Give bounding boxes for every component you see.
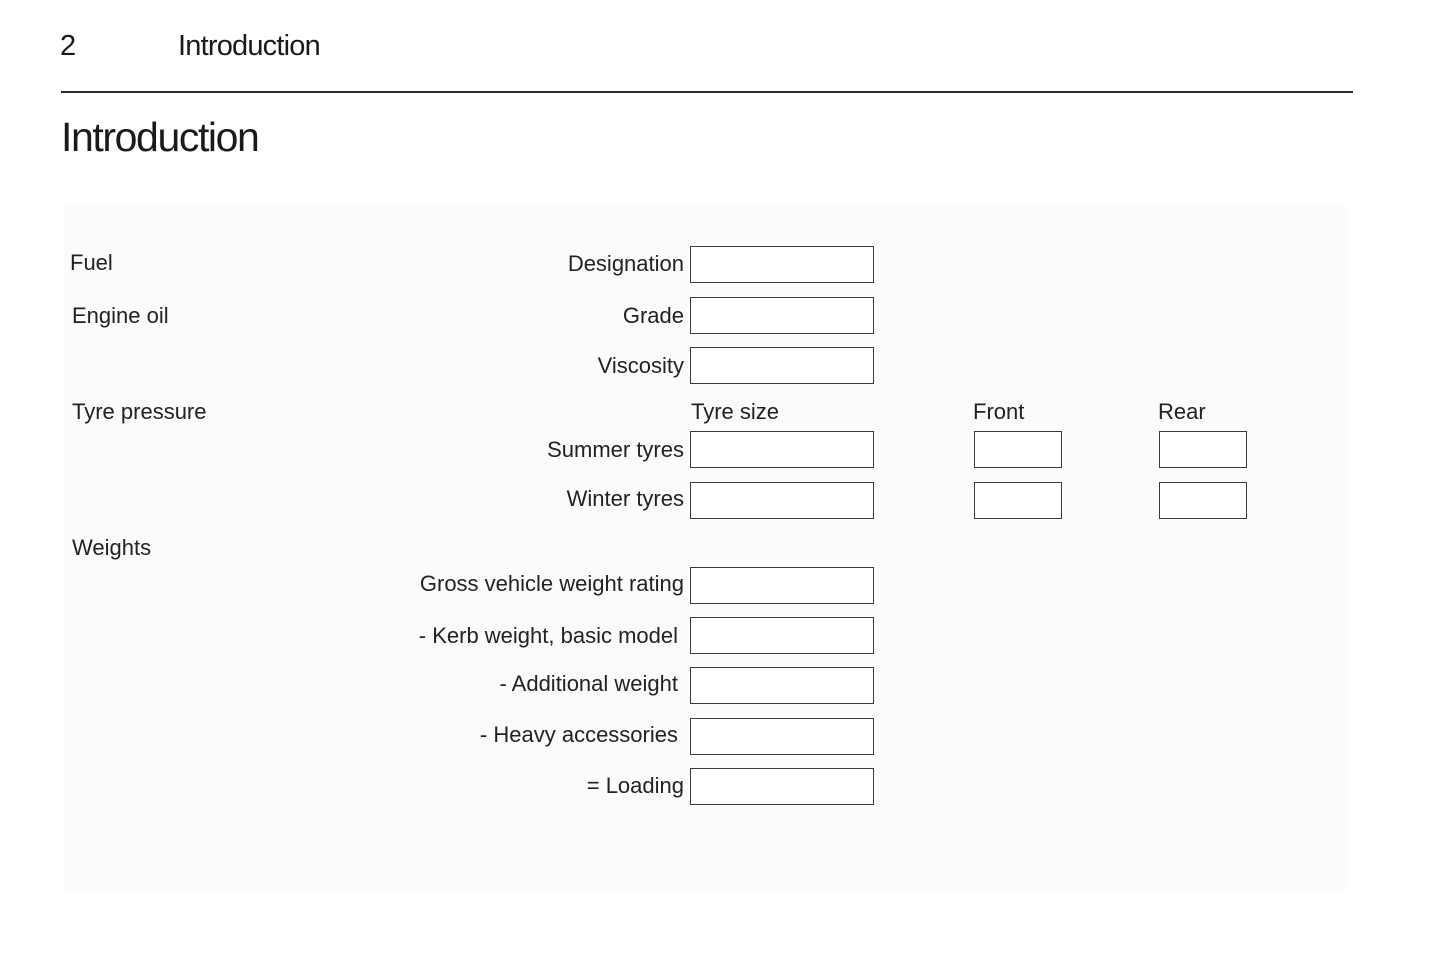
group-label-weights: Weights	[72, 535, 152, 560]
heavy-accessories-field[interactable]	[690, 718, 874, 755]
viscosity-field[interactable]	[690, 347, 874, 384]
tyre-size-column-header: Tyre size	[691, 399, 780, 424]
loading-label: = Loading	[586, 773, 684, 798]
section-title: Introduction	[61, 114, 259, 160]
summer-front-pressure-field[interactable]	[974, 431, 1062, 468]
designation-field[interactable]	[690, 246, 874, 283]
designation-label: Designation	[567, 251, 684, 276]
loading-field[interactable]	[690, 768, 874, 805]
summer-tyre-size-field[interactable]	[690, 431, 874, 468]
grade-label: Grade	[622, 303, 684, 328]
summer-tyres-label: Summer tyres	[547, 437, 684, 462]
kerb-weight-field[interactable]	[690, 617, 874, 654]
winter-tyres-label: Winter tyres	[566, 486, 684, 511]
group-label-fuel: Fuel	[70, 250, 113, 275]
summer-rear-pressure-field[interactable]	[1159, 431, 1247, 468]
grade-field[interactable]	[690, 297, 874, 334]
group-label-tyre-pressure: Tyre pressure	[72, 399, 207, 424]
winter-rear-pressure-field[interactable]	[1159, 482, 1247, 519]
additional-weight-field[interactable]	[690, 667, 874, 704]
kerb-weight-label: - Kerb weight, basic model	[418, 623, 678, 648]
winter-front-pressure-field[interactable]	[974, 482, 1062, 519]
gross-vehicle-weight-rating-label: Gross vehicle weight rating	[419, 571, 684, 596]
additional-weight-label: - Additional weight	[499, 671, 678, 696]
page-number: 2	[60, 30, 76, 62]
header-rule	[61, 91, 1353, 93]
front-column-header: Front	[973, 399, 1025, 424]
viscosity-label: Viscosity	[597, 353, 684, 378]
running-head: Introduction	[178, 30, 320, 62]
group-label-engine-oil: Engine oil	[72, 303, 169, 328]
rear-column-header: Rear	[1158, 399, 1206, 424]
winter-tyre-size-field[interactable]	[690, 482, 874, 519]
gross-vehicle-weight-rating-field[interactable]	[690, 567, 874, 604]
heavy-accessories-label: - Heavy accessories	[479, 722, 678, 747]
